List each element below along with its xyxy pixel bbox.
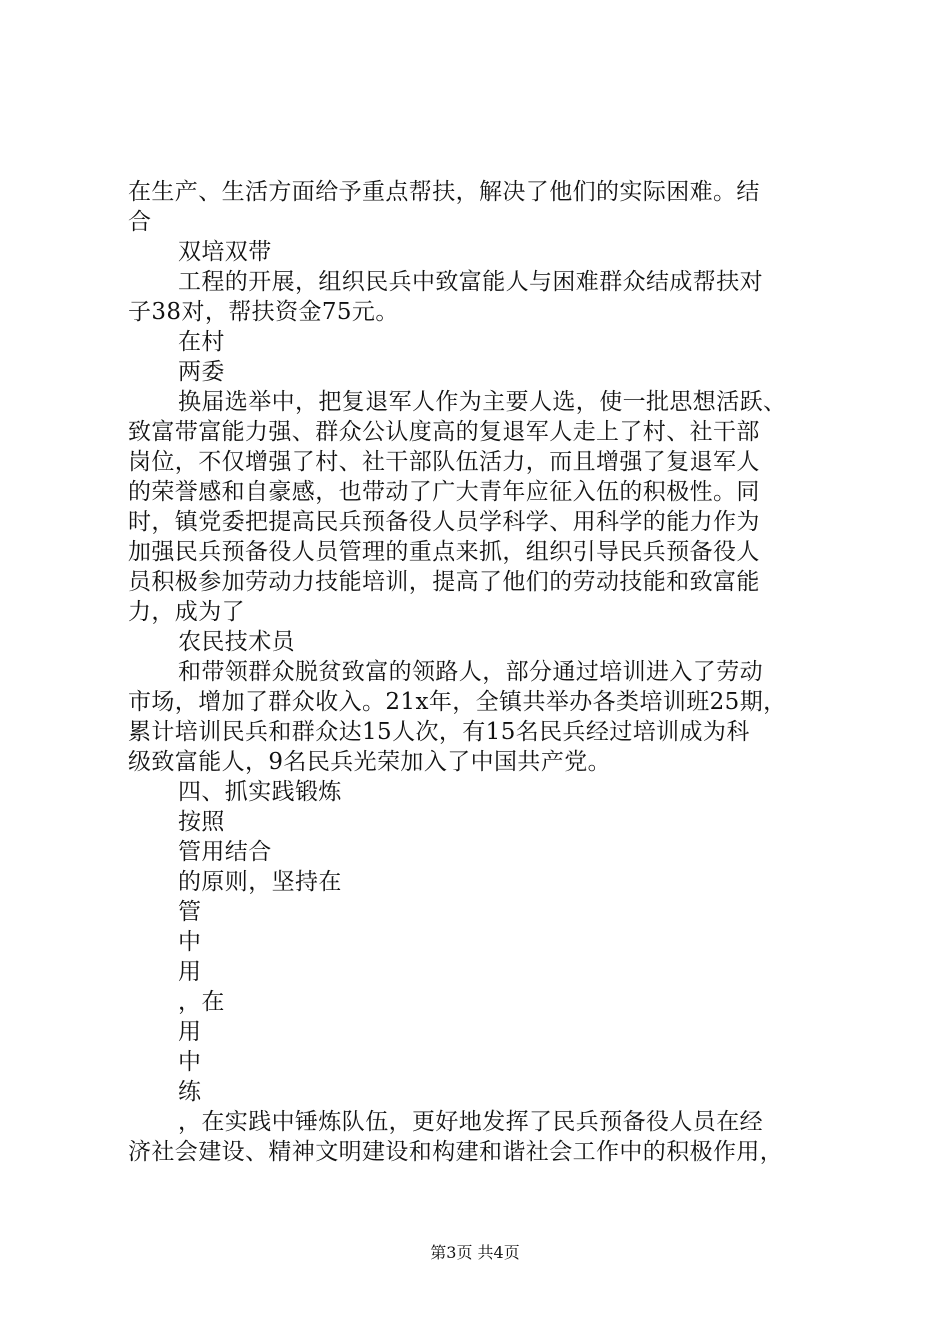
text-line: 在生产、生活方面给予重点帮扶，解决了他们的实际困难。结 xyxy=(128,179,760,205)
text-line: 四、抓实践锻炼 xyxy=(178,779,342,805)
text-line: 岗位，不仅增强了村、社干部队伍活力，而且增强了复退军人 xyxy=(128,449,760,475)
text-line: 市场，增加了群众收入。21x年，全镇共举办各类培训班25期， xyxy=(128,689,787,715)
text-line: 农民技术员 xyxy=(178,629,295,655)
text-line: 管用结合 xyxy=(178,839,272,865)
text-line: 中 xyxy=(178,1049,202,1075)
text-line: 员积极参加劳动力技能培训，提高了他们的劳动技能和致富能 xyxy=(128,569,760,595)
text-line: 加强民兵预备役人员管理的重点来抓，组织引导民兵预备役人 xyxy=(128,539,760,565)
page-footer: 第3页 共4页 xyxy=(430,1243,520,1262)
text-line: 合 xyxy=(128,209,152,235)
text-line: 级致富能人，9名民兵光荣加入了中国共产党。 xyxy=(128,749,612,775)
text-line: 练 xyxy=(178,1079,202,1105)
text-line: 和带领群众脱贫致富的领路人，部分通过培训进入了劳动 xyxy=(178,659,763,685)
text-line: 管 xyxy=(178,899,202,925)
text-line: 子38对，帮扶资金75元。 xyxy=(128,299,399,325)
text-line: 按照 xyxy=(178,809,225,835)
document-body xyxy=(128,177,833,1167)
text-line: 的荣誉感和自豪感，也带动了广大青年应征入伍的积极性。同 xyxy=(128,479,760,505)
text-line: 累计培训民兵和群众达15人次，有15名民兵经过培训成为科 xyxy=(128,719,750,745)
text-line: 致富带富能力强、群众公认度高的复退军人走上了村、社干部 xyxy=(128,419,760,445)
text-line: 在村 xyxy=(178,329,225,355)
text-line: 力，成为了 xyxy=(128,599,245,625)
text-line: 双培双带 xyxy=(178,239,272,265)
text-line: 的原则，坚持在 xyxy=(178,869,342,895)
text-line: 工程的开展，组织民兵中致富能人与困难群众结成帮扶对 xyxy=(178,269,763,295)
text-line: 济社会建设、精神文明建设和构建和谐社会工作中的积极作用， xyxy=(128,1139,784,1165)
text-line: 两委 xyxy=(178,359,225,385)
text-line: 时，镇党委把提高民兵预备役人员学科学、用科学的能力作为 xyxy=(128,509,760,535)
text-line: 换届选举中，把复退军人作为主要人选，使一批思想活跃、 xyxy=(178,389,787,415)
text-line: 中 xyxy=(178,929,202,955)
text-line: ，在实践中锤炼队伍，更好地发挥了民兵预备役人员在经 xyxy=(178,1109,763,1135)
text-line: ，在 xyxy=(178,989,225,1015)
text-line: 用 xyxy=(178,959,202,985)
text-line: 用 xyxy=(178,1019,202,1045)
